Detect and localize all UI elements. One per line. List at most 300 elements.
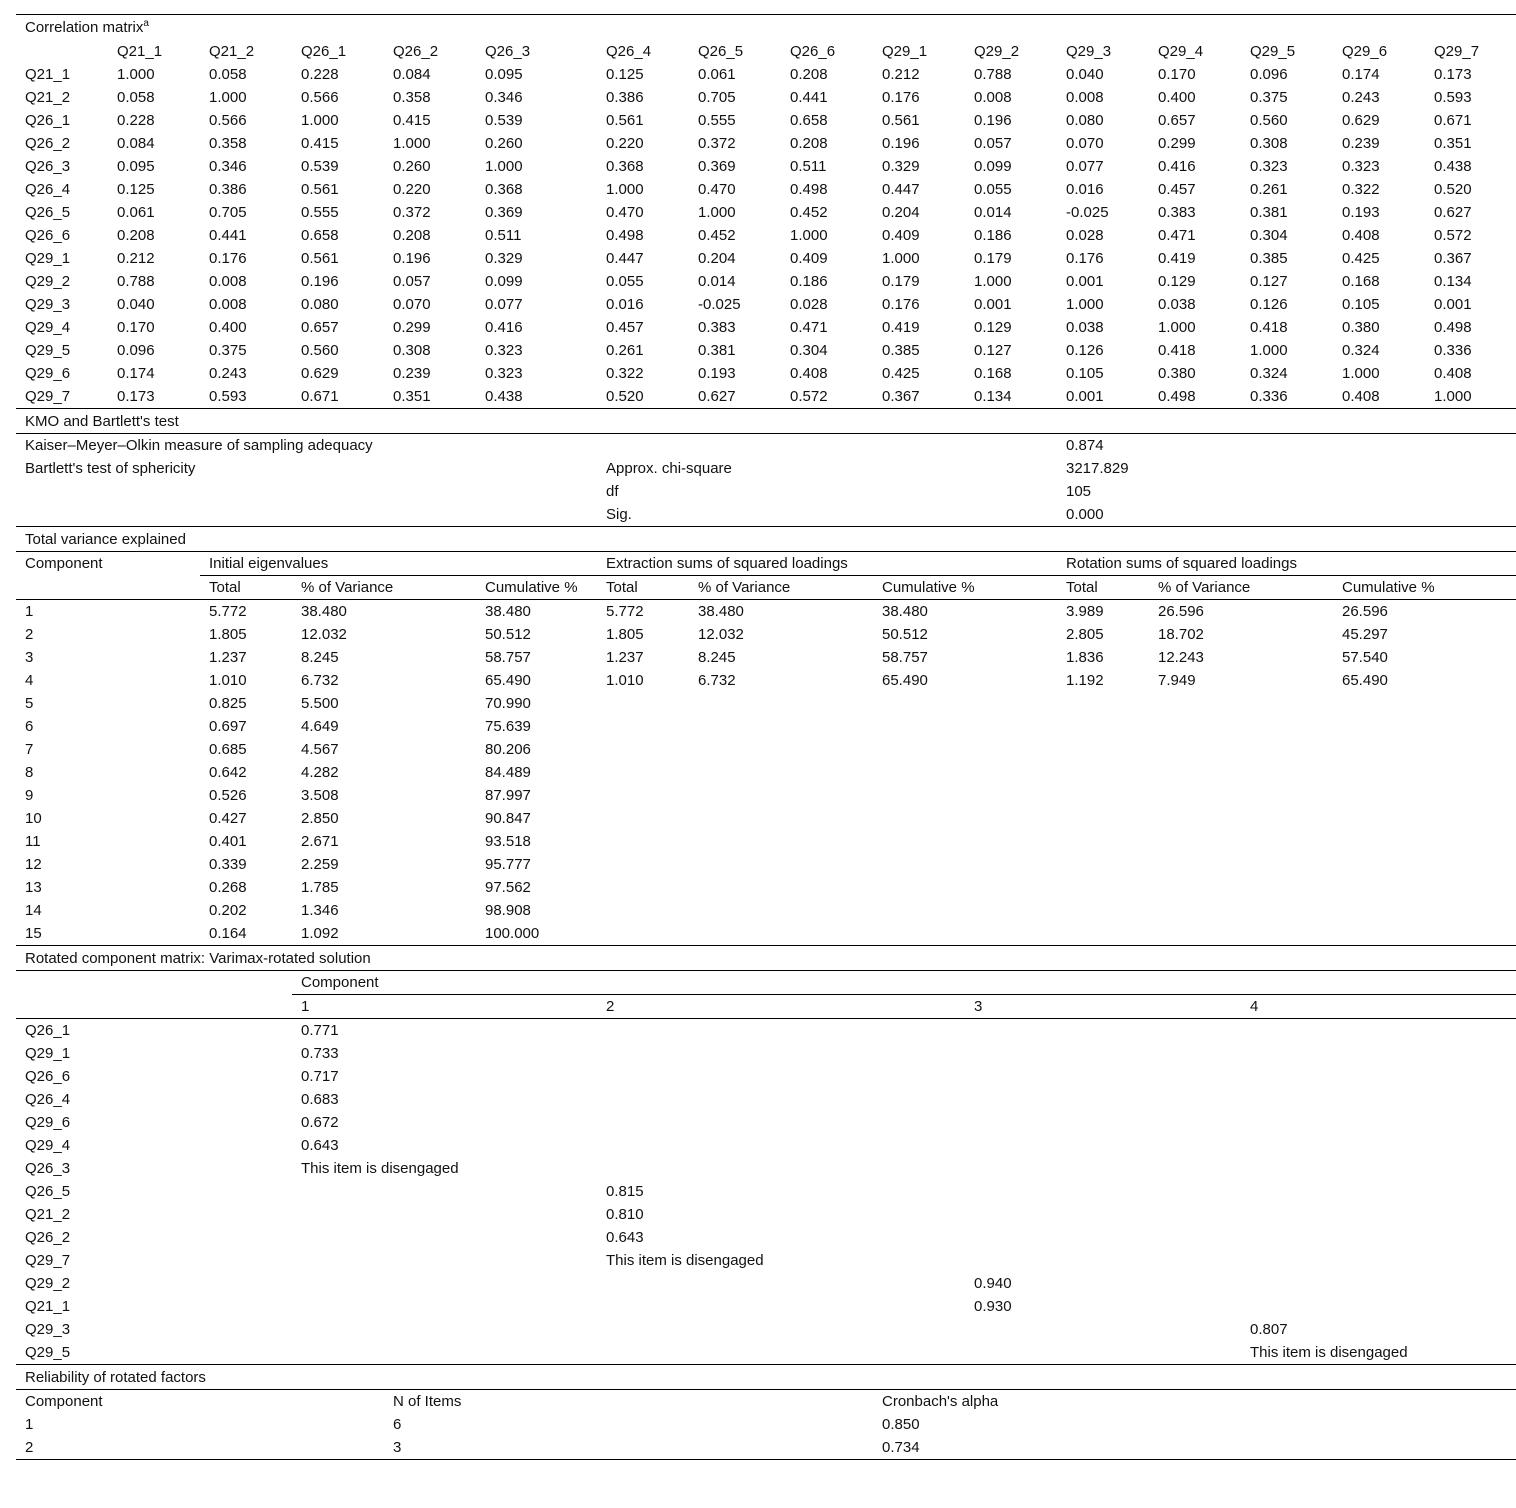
rotation-cum	[1333, 899, 1516, 922]
correlation-value: 0.380	[1342, 318, 1380, 336]
initial-total: 0.339	[209, 855, 247, 873]
extraction-total	[597, 853, 689, 876]
loading-value	[965, 1157, 1241, 1180]
correlation-value: 1.000	[301, 111, 339, 129]
correlation-value: 0.520	[606, 387, 644, 405]
extraction-pct	[689, 692, 873, 715]
initial-cum: 75.639	[485, 717, 531, 735]
correlation-value: 0.174	[117, 364, 155, 382]
rotation-total	[1057, 761, 1149, 784]
row-label: Q21_2	[25, 1205, 71, 1223]
loading-value	[1241, 1203, 1516, 1226]
row-label: Q21_1	[25, 1297, 71, 1315]
row-label: Q26_4	[25, 180, 71, 198]
initial-pct: 4.282	[301, 763, 339, 781]
correlation-value: 0.220	[393, 180, 431, 198]
correlation-value: 0.080	[301, 295, 339, 313]
loading-value	[1241, 1088, 1516, 1111]
rotated-row	[16, 1226, 1516, 1249]
correlation-value: 0.308	[393, 341, 431, 359]
correlation-value: 0.629	[301, 364, 339, 382]
row-label: Q26_3	[25, 157, 71, 175]
correlation-value: 0.346	[485, 88, 523, 106]
loading-value	[597, 1065, 965, 1088]
row-label: Q26_2	[25, 134, 71, 152]
correlation-value: 0.176	[1066, 249, 1104, 267]
component-number: 10	[25, 809, 42, 827]
corner-cell	[16, 40, 108, 63]
initial-cum: 65.490	[485, 671, 531, 689]
initial-total-header: Total	[200, 575, 292, 599]
correlation-value: 0.385	[882, 341, 920, 359]
correlation-value: 0.239	[393, 364, 431, 382]
correlation-value: 0.176	[882, 88, 920, 106]
row-label: Q29_6	[25, 1113, 71, 1131]
column-header: Q26_1	[301, 42, 347, 60]
correlation-value: 0.096	[117, 341, 155, 359]
correlation-value: 0.438	[485, 387, 523, 405]
column-header: Q21_2	[209, 42, 255, 60]
rotated-row	[16, 1042, 1516, 1065]
correlation-value: 0.096	[1250, 65, 1288, 83]
correlation-value: 0.304	[790, 341, 828, 359]
initial-cum: 98.908	[485, 901, 531, 919]
extraction-total-header: Total	[597, 575, 689, 599]
correlation-value: 0.368	[606, 157, 644, 175]
initial-total: 0.685	[209, 740, 247, 758]
correlation-header-row	[16, 40, 1516, 63]
initial-total: 1.805	[209, 625, 247, 643]
statistics-table-sheet	[16, 14, 1500, 1460]
loading-value: 0.771	[301, 1021, 339, 1039]
correlation-value: 0.409	[790, 249, 828, 267]
correlation-value: 0.129	[974, 318, 1012, 336]
correlation-value: 0.627	[698, 387, 736, 405]
correlation-value: 0.367	[1434, 249, 1472, 267]
row-label: Q29_7	[25, 387, 71, 405]
rotation-cum	[1333, 784, 1516, 807]
correlation-value: 0.593	[209, 387, 247, 405]
extraction-header: Extraction sums of squared loadings	[597, 551, 1057, 575]
correlation-value: 0.511	[790, 157, 827, 175]
loading-value	[597, 1295, 965, 1318]
extraction-cum: 38.480	[882, 602, 928, 620]
rotation-cum: 45.297	[1342, 625, 1388, 643]
factor-analysis-table	[16, 14, 1516, 1460]
rotated-row	[16, 1180, 1516, 1203]
correlation-value: 0.170	[117, 318, 155, 336]
rotation-pct	[1149, 738, 1333, 761]
rotation-cum	[1333, 715, 1516, 738]
component-number: 7	[25, 740, 34, 758]
loading-value	[965, 1065, 1241, 1088]
column-header: Q29_4	[1158, 42, 1204, 60]
row-label: Q29_2	[25, 272, 71, 290]
correlation-row	[16, 201, 1516, 224]
correlation-value: 0.204	[882, 203, 920, 221]
correlation-value: 0.322	[1342, 180, 1380, 198]
loading-value	[965, 1203, 1241, 1226]
rotation-cum: 26.596	[1342, 602, 1388, 620]
row-label: Q26_1	[25, 111, 71, 129]
extraction-total	[597, 899, 689, 922]
row-label: Q29_1	[25, 1044, 71, 1062]
correlation-value: 0.001	[1066, 387, 1104, 405]
correlation-value: 0.346	[209, 157, 247, 175]
component-number: 2	[16, 1436, 384, 1460]
correlation-value: 0.471	[1158, 226, 1196, 244]
rotation-pct: 26.596	[1158, 602, 1204, 620]
correlation-value: 0.572	[1434, 226, 1472, 244]
correlation-value: 0.457	[606, 318, 644, 336]
correlation-value: 0.329	[882, 157, 920, 175]
loading-value	[1241, 1157, 1516, 1180]
kmo-title-row	[16, 408, 1516, 433]
reliability-title-row	[16, 1364, 1516, 1389]
correlation-value: 1.000	[974, 272, 1012, 290]
extraction-cum	[873, 715, 1057, 738]
bartlett-label: Bartlett's test of sphericity	[25, 459, 196, 477]
variance-title-row	[16, 526, 1516, 551]
correlation-value: 0.220	[606, 134, 644, 152]
loading-value	[597, 1042, 965, 1065]
variance-row	[16, 692, 1516, 715]
correlation-row	[16, 247, 1516, 270]
loading-value	[292, 1249, 597, 1272]
df-row	[16, 480, 1516, 503]
correlation-value: 0.323	[1250, 157, 1288, 175]
correlation-value: 0.204	[698, 249, 736, 267]
loading-value	[292, 1226, 597, 1249]
correlation-value: 0.001	[1434, 295, 1472, 313]
correlation-value: 0.561	[606, 111, 644, 129]
correlation-value: 0.038	[1066, 318, 1104, 336]
initial-pct: 12.032	[301, 625, 347, 643]
initial-cum: 95.777	[485, 855, 531, 873]
extraction-pct-header: % of Variance	[689, 575, 873, 599]
loading-value	[597, 1134, 965, 1157]
correlation-value: 0.055	[606, 272, 644, 290]
rotation-cum	[1333, 738, 1516, 761]
rotated-row	[16, 1157, 1516, 1180]
loading-value: This item is disengaged	[301, 1159, 459, 1177]
extraction-total	[597, 761, 689, 784]
n-items: 6	[393, 1415, 402, 1433]
extraction-pct	[689, 715, 873, 738]
initial-pct: 1.785	[301, 878, 339, 896]
correlation-value: 0.383	[698, 318, 736, 336]
correlation-row	[16, 63, 1516, 86]
row-label: Q29_5	[25, 341, 71, 359]
correlation-value: 0.555	[301, 203, 339, 221]
correlation-value: 0.561	[301, 249, 339, 267]
initial-cum: 80.206	[485, 740, 531, 758]
correlation-row	[16, 224, 1516, 247]
initial-cum: 90.847	[485, 809, 531, 827]
initial-total: 0.164	[209, 924, 247, 942]
reliability-row	[16, 1413, 1516, 1436]
correlation-value: 0.415	[301, 134, 339, 152]
correlation-value: 0.658	[790, 111, 828, 129]
variance-row	[16, 715, 1516, 738]
rotation-cum	[1333, 876, 1516, 899]
row-label: Q21_1	[25, 65, 71, 83]
initial-pct: 2.671	[301, 832, 339, 850]
correlation-value: 0.040	[117, 295, 155, 313]
correlation-value: 1.000	[1250, 341, 1288, 359]
extraction-cum	[873, 761, 1057, 784]
chi-label: Approx. chi-square	[606, 459, 732, 477]
component-3-header: 3	[965, 994, 1241, 1018]
correlation-value: 0.788	[974, 65, 1012, 83]
correlation-value: 0.408	[790, 364, 828, 382]
correlation-value: 0.419	[1158, 249, 1196, 267]
correlation-value: 0.008	[209, 295, 247, 313]
rotated-row	[16, 1111, 1516, 1134]
extraction-pct: 38.480	[698, 602, 744, 620]
correlation-value: 0.001	[1066, 272, 1104, 290]
bartlett-row	[16, 457, 1516, 480]
extraction-total: 1.805	[606, 625, 644, 643]
loading-value	[292, 1203, 597, 1226]
correlation-value: 0.016	[606, 295, 644, 313]
rotation-header: Rotation sums of squared loadings	[1057, 551, 1516, 575]
initial-pct: 3.508	[301, 786, 339, 804]
loading-value	[965, 1226, 1241, 1249]
correlation-value: 0.572	[790, 387, 828, 405]
correlation-value: 0.447	[606, 249, 644, 267]
loading-value	[1241, 1065, 1516, 1088]
rotation-total	[1057, 830, 1149, 853]
spacer	[16, 503, 597, 527]
column-header: Q29_3	[1066, 42, 1112, 60]
variance-row	[16, 853, 1516, 876]
rotated-row	[16, 1065, 1516, 1088]
reliability-title: Reliability of rotated factors	[16, 1364, 1516, 1389]
correlation-value: 0.179	[882, 272, 920, 290]
variance-row	[16, 830, 1516, 853]
correlation-value: 0.105	[1066, 364, 1104, 382]
correlation-value: 0.369	[485, 203, 523, 221]
sig-row	[16, 503, 1516, 527]
correlation-value: 0.208	[117, 226, 155, 244]
correlation-value: 0.418	[1158, 341, 1196, 359]
correlation-value: 0.261	[606, 341, 644, 359]
initial-total: 0.642	[209, 763, 247, 781]
correlation-value: 0.520	[1434, 180, 1472, 198]
initial-cum-header: Cumulative %	[476, 575, 597, 599]
rotation-total: 3.989	[1066, 602, 1104, 620]
initial-total: 1.010	[209, 671, 247, 689]
correlation-value: 0.416	[1158, 157, 1196, 175]
variance-row	[16, 599, 1516, 623]
correlation-value: 0.080	[1066, 111, 1104, 129]
correlation-value: 0.176	[209, 249, 247, 267]
correlation-value: 0.629	[1342, 111, 1380, 129]
rotation-pct	[1149, 784, 1333, 807]
correlation-value: 0.380	[1158, 364, 1196, 382]
sig-label: Sig.	[606, 505, 632, 523]
rotation-pct: 12.243	[1158, 648, 1204, 666]
extraction-total	[597, 807, 689, 830]
extraction-cum: 58.757	[882, 648, 928, 666]
correlation-value: 0.208	[790, 134, 828, 152]
rotation-cum	[1333, 807, 1516, 830]
rotated-row	[16, 1295, 1516, 1318]
row-label: Q29_5	[25, 1343, 71, 1361]
rotation-cum	[1333, 692, 1516, 715]
column-header: Q29_7	[1434, 42, 1480, 60]
correlation-value: 0.212	[882, 65, 920, 83]
correlation-value: 0.498	[606, 226, 644, 244]
alpha-header: Cronbach's alpha	[882, 1392, 999, 1410]
row-label: Q26_2	[25, 1228, 71, 1246]
rotation-pct	[1149, 853, 1333, 876]
correlation-value: 0.228	[301, 65, 339, 83]
correlation-value: 0.498	[790, 180, 828, 198]
variance-row	[16, 761, 1516, 784]
variance-group-header-row	[16, 551, 1516, 575]
rotation-pct	[1149, 876, 1333, 899]
column-header: Q26_6	[790, 42, 836, 60]
correlation-value: 0.386	[606, 88, 644, 106]
rotated-component-header-row	[16, 970, 1516, 994]
correlation-value: 0.127	[974, 341, 1012, 359]
variance-row	[16, 899, 1516, 922]
correlation-value: 0.457	[1158, 180, 1196, 198]
correlation-value: 1.000	[790, 226, 828, 244]
correlation-value: 0.126	[1250, 295, 1288, 313]
initial-cum: 100.000	[485, 924, 540, 942]
loading-value	[965, 1180, 1241, 1203]
correlation-value: 0.408	[1342, 226, 1380, 244]
correlation-value: 1.000	[209, 88, 247, 106]
correlation-value: 0.498	[1158, 387, 1196, 405]
loading-value	[965, 1042, 1241, 1065]
correlation-value: 1.000	[117, 65, 155, 83]
correlation-value: 1.000	[1158, 318, 1196, 336]
column-header: Q26_4	[606, 42, 652, 60]
correlation-value: 0.498	[1434, 318, 1472, 336]
correlation-value: 0.438	[1434, 157, 1472, 175]
variance-row	[16, 784, 1516, 807]
rotation-pct	[1149, 922, 1333, 946]
reliability-row	[16, 1436, 1516, 1460]
extraction-cum: 65.490	[882, 671, 928, 689]
correlation-value: 0.196	[974, 111, 1012, 129]
loading-value	[965, 1341, 1241, 1365]
row-label: Q26_4	[25, 1090, 71, 1108]
initial-pct: 1.092	[301, 924, 339, 942]
correlation-value: 1.000	[485, 157, 523, 175]
correlation-value: 0.657	[1158, 111, 1196, 129]
correlation-value: 0.057	[393, 272, 431, 290]
loading-value: This item is disengaged	[1250, 1343, 1408, 1361]
extraction-cum	[873, 922, 1057, 946]
correlation-value: 0.470	[606, 203, 644, 221]
correlation-value: 0.057	[974, 134, 1012, 152]
correlation-value: 0.173	[117, 387, 155, 405]
kmo-title: KMO and Bartlett's test	[16, 408, 1516, 433]
correlation-value: 0.627	[1434, 203, 1472, 221]
variance-row	[16, 922, 1516, 946]
initial-pct: 4.567	[301, 740, 339, 758]
correlation-value: 0.196	[393, 249, 431, 267]
correlation-row	[16, 86, 1516, 109]
extraction-total	[597, 830, 689, 853]
rotated-row	[16, 1088, 1516, 1111]
correlation-value: 1.000	[698, 203, 736, 221]
loading-value	[1241, 1042, 1516, 1065]
correlation-value: 0.324	[1342, 341, 1380, 359]
component-number: 12	[25, 855, 42, 873]
correlation-value: 0.304	[1250, 226, 1288, 244]
initial-total: 5.772	[209, 602, 247, 620]
correlation-value: 0.168	[1342, 272, 1380, 290]
rotation-cum	[1333, 853, 1516, 876]
loading-value	[597, 1018, 965, 1042]
correlation-value: 0.179	[974, 249, 1012, 267]
correlation-row	[16, 109, 1516, 132]
rotation-pct	[1149, 761, 1333, 784]
column-header: Q21_1	[117, 42, 163, 60]
correlation-title-row	[16, 15, 1516, 40]
correlation-value: 0.261	[1250, 180, 1288, 198]
correlation-value: 0.705	[698, 88, 736, 106]
correlation-value: 0.099	[485, 272, 523, 290]
correlation-value: 0.336	[1434, 341, 1472, 359]
component-number: 3	[25, 648, 34, 666]
correlation-value: 0.658	[301, 226, 339, 244]
loading-value: 0.717	[301, 1067, 339, 1085]
spacer	[16, 970, 292, 994]
cronbach-alpha: 0.850	[882, 1415, 920, 1433]
correlation-value: 0.208	[393, 226, 431, 244]
correlation-value: 0.299	[1158, 134, 1196, 152]
correlation-value: 0.016	[1066, 180, 1104, 198]
rotation-total-header: Total	[1057, 575, 1149, 599]
correlation-value: 0.105	[1342, 295, 1380, 313]
rotation-pct	[1149, 830, 1333, 853]
rotation-total: 1.836	[1066, 648, 1104, 666]
rotation-total	[1057, 899, 1149, 922]
rotated-title: Rotated component matrix: Varimax-rotated solution	[16, 945, 1516, 970]
correlation-row	[16, 155, 1516, 178]
row-label: Q26_1	[25, 1021, 71, 1039]
correlation-value: 1.000	[1434, 387, 1472, 405]
correlation-value: 0.077	[485, 295, 523, 313]
loading-value	[1241, 1295, 1516, 1318]
correlation-value: 0.372	[393, 203, 431, 221]
row-label: Q26_5	[25, 1182, 71, 1200]
correlation-value: 0.555	[698, 111, 736, 129]
correlation-row	[16, 270, 1516, 293]
correlation-value: 0.038	[1158, 295, 1196, 313]
correlation-value: 0.134	[974, 387, 1012, 405]
correlation-value: 0.061	[698, 65, 736, 83]
loading-value	[965, 1018, 1241, 1042]
variance-title: Total variance explained	[16, 526, 1516, 551]
correlation-value: 1.000	[882, 249, 920, 267]
correlation-value: 0.243	[1342, 88, 1380, 106]
extraction-pct	[689, 761, 873, 784]
correlation-value: 0.061	[117, 203, 155, 221]
extraction-pct	[689, 784, 873, 807]
correlation-value: 0.560	[301, 341, 339, 359]
loading-value	[597, 1111, 965, 1134]
correlation-value: 0.243	[209, 364, 247, 382]
correlation-value: 0.323	[1342, 157, 1380, 175]
